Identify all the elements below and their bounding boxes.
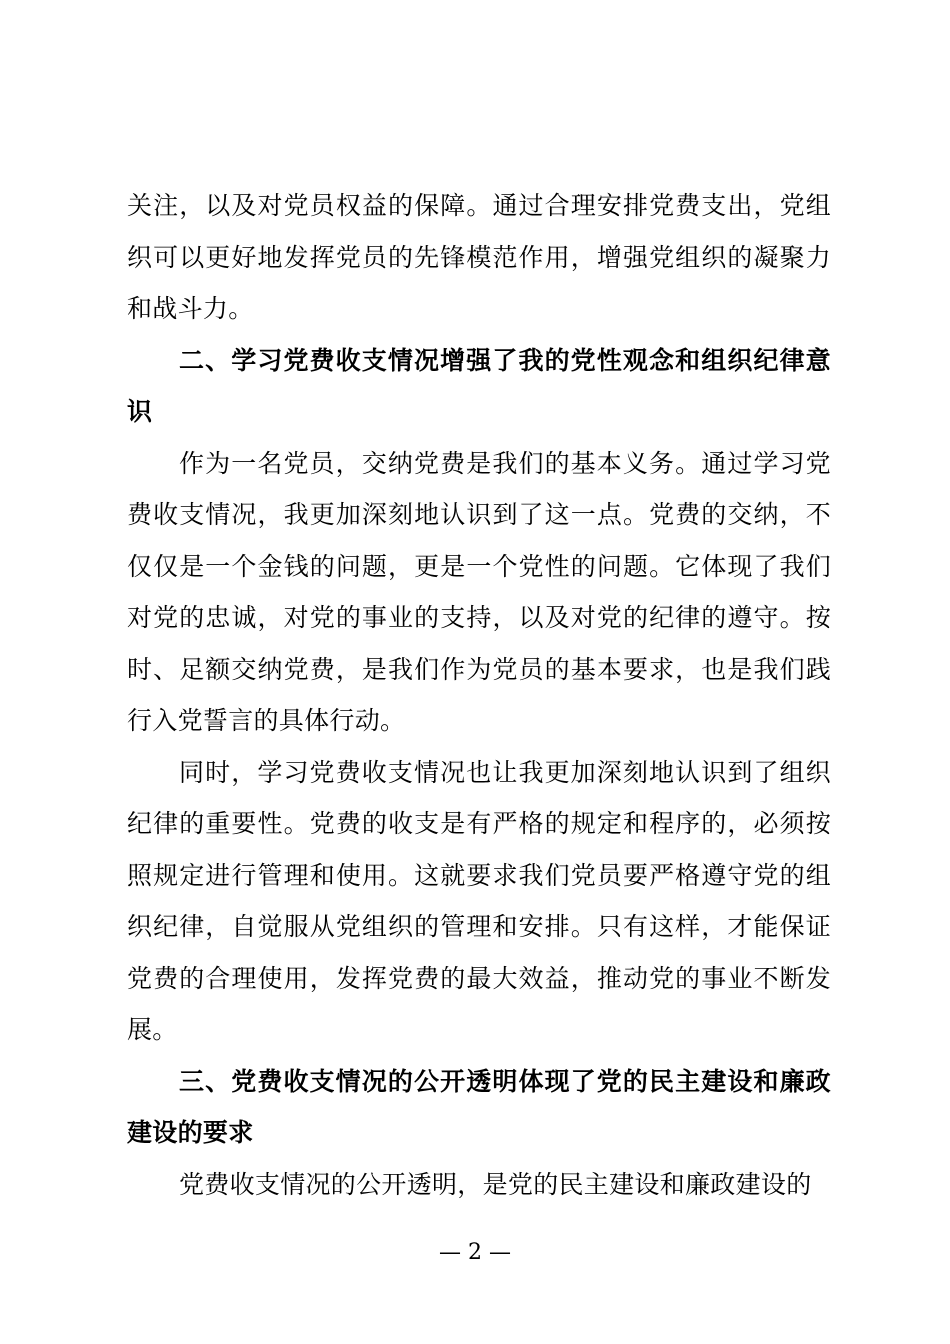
paragraph-transparency: 党费收支情况的公开透明，是党的民主建设和廉政建设的 (179, 1169, 812, 1199)
paragraph-party-dues-duty: 作为一名党员，交纳党费是我们的基本义务。通过学习党费收支情况，我更加深刻地认识到了这一点。党费的交纳，不仅仅是一个金钱的问题，更是一个党性的问题。它体现了我们对党的忠诚，对党的事业的支持，以及对党的纪律的遵守。按时、足额交纳党费，是我们作为党员的基本要求，也是我们践行入党誓言的具体行动。 (127, 448, 831, 735)
section-heading-three: 三、党费收支情况的公开透明体现了党的民主建设和廉政建设的要求 (127, 1066, 831, 1147)
document-body (127, 180, 831, 1210)
paragraph-organizational-discipline: 同时，学习党费收支情况也让我更加深刻地认识到了组织纪律的重要性。党费的收支是有严格的规定和程序的，必须按照规定进行管理和使用。这就要求我们党员要严格遵守党的组织纪律，自觉服从党组织的管理和安排。只有这样，才能保证党费的合理使用，发挥党费的最大效益，推动党的事业不断发展。 (127, 757, 831, 1044)
section-heading-two: 二、学习党费收支情况增强了我的党性观念和组织纪律意识 (127, 345, 831, 426)
paragraph-continuation: 关注，以及对党员权益的保障。通过合理安排党费支出，党组织可以更好地发挥党员的先锋模范作用，增强党组织的凝聚力和战斗力。 (127, 191, 831, 323)
page-number: — 2 — (439, 1240, 511, 1265)
